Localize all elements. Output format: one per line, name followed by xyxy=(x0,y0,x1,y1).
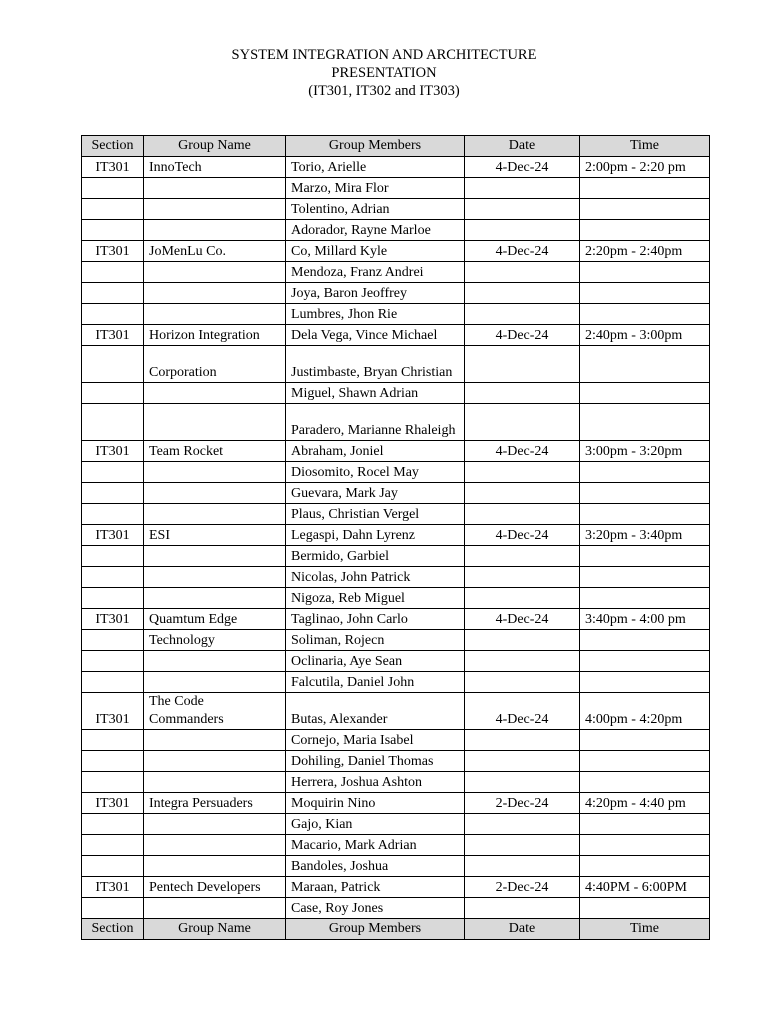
time-cell xyxy=(580,462,710,483)
date-cell xyxy=(465,651,580,672)
member-cell: Joya, Baron Jeoffrey xyxy=(286,283,465,304)
member-cell: Legaspi, Dahn Lyrenz xyxy=(286,525,465,546)
section-cell xyxy=(82,751,144,772)
header-section: Section xyxy=(82,136,144,157)
group-name-cell: InnoTech xyxy=(144,157,286,178)
date-cell: 4-Dec-24 xyxy=(465,325,580,346)
time-cell xyxy=(580,178,710,199)
time-cell xyxy=(580,772,710,793)
table-row xyxy=(82,856,710,877)
table-row xyxy=(82,504,710,525)
time-cell xyxy=(580,304,710,325)
section-cell xyxy=(82,814,144,835)
table-row xyxy=(82,751,710,772)
table-row xyxy=(82,525,710,546)
group-name-cell xyxy=(144,835,286,856)
footer-group-name: Group Name xyxy=(144,919,286,940)
group-name-cell xyxy=(144,588,286,609)
time-cell: 4:00pm - 4:20pm xyxy=(580,693,710,730)
date-cell xyxy=(465,404,580,441)
group-name-cell: Horizon Integration xyxy=(144,325,286,346)
member-cell: Taglinao, John Carlo xyxy=(286,609,465,630)
group-name-cell: Quamtum Edge xyxy=(144,609,286,630)
member-cell: Guevara, Mark Jay xyxy=(286,483,465,504)
section-cell xyxy=(82,283,144,304)
group-name-cell xyxy=(144,651,286,672)
date-cell: 4-Dec-24 xyxy=(465,693,580,730)
section-cell xyxy=(82,462,144,483)
date-cell xyxy=(465,220,580,241)
group-name-cell xyxy=(144,283,286,304)
member-cell: Tolentino, Adrian xyxy=(286,199,465,220)
date-cell xyxy=(465,504,580,525)
time-cell xyxy=(580,751,710,772)
title-line-1: SYSTEM INTEGRATION AND ARCHITECTURE xyxy=(231,47,537,63)
member-cell: Dela Vega, Vince Michael xyxy=(286,325,465,346)
date-cell xyxy=(465,462,580,483)
section-cell xyxy=(82,483,144,504)
member-cell: Soliman, Rojecn xyxy=(286,630,465,651)
table-row xyxy=(82,346,710,383)
table-row xyxy=(82,283,710,304)
section-cell xyxy=(82,504,144,525)
member-cell: Bandoles, Joshua xyxy=(286,856,465,877)
date-cell xyxy=(465,199,580,220)
date-cell xyxy=(465,588,580,609)
date-cell xyxy=(465,283,580,304)
date-cell xyxy=(465,383,580,404)
member-cell: Herrera, Joshua Ashton xyxy=(286,772,465,793)
time-cell xyxy=(580,483,710,504)
section-cell xyxy=(82,772,144,793)
group-name-cell xyxy=(144,814,286,835)
member-cell: Gajo, Kian xyxy=(286,814,465,835)
member-cell: Marzo, Mira Flor xyxy=(286,178,465,199)
table-row xyxy=(82,835,710,856)
schedule-table xyxy=(81,135,710,940)
time-cell xyxy=(580,199,710,220)
group-name-cell xyxy=(144,404,286,441)
table-row xyxy=(82,462,710,483)
table-row xyxy=(82,567,710,588)
section-cell xyxy=(82,588,144,609)
table-row xyxy=(82,157,710,178)
time-cell xyxy=(580,383,710,404)
member-cell: Justimbaste, Bryan Christian xyxy=(286,346,465,383)
time-cell: 4:40PM - 6:00PM xyxy=(580,877,710,898)
title-line-2: PRESENTATION xyxy=(331,65,437,81)
time-cell xyxy=(580,567,710,588)
footer-time: Time xyxy=(580,919,710,940)
date-cell: 4-Dec-24 xyxy=(465,609,580,630)
time-cell xyxy=(580,730,710,751)
member-cell: Lumbres, Jhon Rie xyxy=(286,304,465,325)
group-name-cell xyxy=(144,672,286,693)
date-cell xyxy=(465,898,580,919)
header-row-top xyxy=(82,136,710,157)
group-name-cell xyxy=(144,483,286,504)
section-cell: IT301 xyxy=(82,693,144,730)
title-line-3: (IT301, IT302 and IT303) xyxy=(308,83,460,99)
section-cell xyxy=(82,346,144,383)
time-cell: 2:00pm - 2:20 pm xyxy=(580,157,710,178)
table-row xyxy=(82,383,710,404)
date-cell xyxy=(465,751,580,772)
section-cell xyxy=(82,262,144,283)
table-row xyxy=(82,609,710,630)
date-cell xyxy=(465,630,580,651)
time-cell: 2:40pm - 3:00pm xyxy=(580,325,710,346)
section-cell xyxy=(82,383,144,404)
member-cell: Falcutila, Daniel John xyxy=(286,672,465,693)
group-name-cell xyxy=(144,567,286,588)
section-cell: IT301 xyxy=(82,525,144,546)
section-cell: IT301 xyxy=(82,325,144,346)
time-cell xyxy=(580,546,710,567)
table-row xyxy=(82,325,710,346)
section-cell xyxy=(82,567,144,588)
member-cell: Case, Roy Jones xyxy=(286,898,465,919)
table-row xyxy=(82,404,710,441)
section-cell: IT301 xyxy=(82,877,144,898)
time-cell xyxy=(580,262,710,283)
group-name-cell: Integra Persuaders xyxy=(144,793,286,814)
group-name-cell xyxy=(144,199,286,220)
member-cell: Maraan, Patrick xyxy=(286,877,465,898)
member-cell: Torio, Arielle xyxy=(286,157,465,178)
group-name-cell xyxy=(144,304,286,325)
section-cell: IT301 xyxy=(82,441,144,462)
table-row xyxy=(82,441,710,462)
time-cell xyxy=(580,404,710,441)
section-cell: IT301 xyxy=(82,793,144,814)
date-cell xyxy=(465,672,580,693)
table-row xyxy=(82,588,710,609)
section-cell xyxy=(82,835,144,856)
section-cell: IT301 xyxy=(82,241,144,262)
group-name-cell xyxy=(144,383,286,404)
table-row xyxy=(82,199,710,220)
group-name-cell xyxy=(144,220,286,241)
section-cell xyxy=(82,651,144,672)
table-row xyxy=(82,241,710,262)
section-cell xyxy=(82,730,144,751)
table-row xyxy=(82,693,710,730)
time-cell xyxy=(580,346,710,383)
section-cell xyxy=(82,404,144,441)
section-cell xyxy=(82,856,144,877)
date-cell: 2-Dec-24 xyxy=(465,877,580,898)
date-cell xyxy=(465,483,580,504)
date-cell: 4-Dec-24 xyxy=(465,441,580,462)
table-row xyxy=(82,793,710,814)
group-name-cell xyxy=(144,462,286,483)
section-cell: IT301 xyxy=(82,609,144,630)
section-cell xyxy=(82,672,144,693)
date-cell xyxy=(465,178,580,199)
time-cell xyxy=(580,651,710,672)
table-row xyxy=(82,814,710,835)
time-cell xyxy=(580,630,710,651)
date-cell: 4-Dec-24 xyxy=(465,525,580,546)
member-cell: Miguel, Shawn Adrian xyxy=(286,383,465,404)
section-cell xyxy=(82,546,144,567)
date-cell xyxy=(465,772,580,793)
date-cell xyxy=(465,546,580,567)
header-time: Time xyxy=(580,136,710,157)
group-name-cell xyxy=(144,262,286,283)
member-cell: Moquirin Nino xyxy=(286,793,465,814)
group-name-cell xyxy=(144,504,286,525)
schedule-body xyxy=(82,157,710,919)
header-row-bottom xyxy=(82,919,710,940)
group-name-cell xyxy=(144,178,286,199)
time-cell xyxy=(580,835,710,856)
footer-date: Date xyxy=(465,919,580,940)
member-cell: Diosomito, Rocel May xyxy=(286,462,465,483)
group-name-cell xyxy=(144,730,286,751)
group-name-cell: Pentech Developers xyxy=(144,877,286,898)
group-name-cell: Corporation xyxy=(144,346,286,383)
table-row xyxy=(82,651,710,672)
member-cell: Oclinaria, Aye Sean xyxy=(286,651,465,672)
time-cell xyxy=(580,220,710,241)
section-cell xyxy=(82,898,144,919)
group-name-cell: Team Rocket xyxy=(144,441,286,462)
date-cell: 4-Dec-24 xyxy=(465,157,580,178)
date-cell xyxy=(465,346,580,383)
table-row xyxy=(82,546,710,567)
time-cell xyxy=(580,283,710,304)
group-name-cell xyxy=(144,856,286,877)
date-cell xyxy=(465,567,580,588)
member-cell: Paradero, Marianne Rhaleigh xyxy=(286,404,465,441)
document-title xyxy=(0,46,768,100)
group-name-cell: ESI xyxy=(144,525,286,546)
group-name-cell xyxy=(144,772,286,793)
time-cell: 3:00pm - 3:20pm xyxy=(580,441,710,462)
date-cell xyxy=(465,856,580,877)
table-row xyxy=(82,178,710,199)
member-cell: Nicolas, John Patrick xyxy=(286,567,465,588)
table-row xyxy=(82,898,710,919)
time-cell: 4:20pm - 4:40 pm xyxy=(580,793,710,814)
member-cell: Adorador, Rayne Marloe xyxy=(286,220,465,241)
table-row xyxy=(82,262,710,283)
table-row xyxy=(82,630,710,651)
group-name-cell: The Code Commanders xyxy=(144,693,286,730)
member-cell: Cornejo, Maria Isabel xyxy=(286,730,465,751)
group-name-cell: Technology xyxy=(144,630,286,651)
time-cell xyxy=(580,504,710,525)
member-cell: Nigoza, Reb Miguel xyxy=(286,588,465,609)
member-cell: Mendoza, Franz Andrei xyxy=(286,262,465,283)
time-cell xyxy=(580,672,710,693)
member-cell: Macario, Mark Adrian xyxy=(286,835,465,856)
member-cell: Dohiling, Daniel Thomas xyxy=(286,751,465,772)
date-cell xyxy=(465,304,580,325)
footer-group-members: Group Members xyxy=(286,919,465,940)
table-row xyxy=(82,730,710,751)
section-cell xyxy=(82,630,144,651)
group-name-cell xyxy=(144,898,286,919)
date-cell: 4-Dec-24 xyxy=(465,241,580,262)
date-cell: 2-Dec-24 xyxy=(465,793,580,814)
footer-section: Section xyxy=(82,919,144,940)
table-row xyxy=(82,220,710,241)
group-name-cell xyxy=(144,751,286,772)
member-cell: Bermido, Garbiel xyxy=(286,546,465,567)
section-cell: IT301 xyxy=(82,157,144,178)
member-cell: Co, Millard Kyle xyxy=(286,241,465,262)
time-cell: 3:20pm - 3:40pm xyxy=(580,525,710,546)
section-cell xyxy=(82,199,144,220)
header-date: Date xyxy=(465,136,580,157)
table-row xyxy=(82,304,710,325)
table-row xyxy=(82,772,710,793)
section-cell xyxy=(82,220,144,241)
date-cell xyxy=(465,835,580,856)
section-cell xyxy=(82,304,144,325)
time-cell: 2:20pm - 2:40pm xyxy=(580,241,710,262)
section-cell xyxy=(82,178,144,199)
time-cell xyxy=(580,814,710,835)
time-cell xyxy=(580,898,710,919)
table-row xyxy=(82,672,710,693)
group-name-cell: JoMenLu Co. xyxy=(144,241,286,262)
date-cell xyxy=(465,730,580,751)
member-cell: Abraham, Joniel xyxy=(286,441,465,462)
time-cell: 3:40pm - 4:00 pm xyxy=(580,609,710,630)
date-cell xyxy=(465,814,580,835)
time-cell xyxy=(580,856,710,877)
header-group-name: Group Name xyxy=(144,136,286,157)
group-name-cell xyxy=(144,546,286,567)
table-row xyxy=(82,877,710,898)
member-cell: Plaus, Christian Vergel xyxy=(286,504,465,525)
member-cell: Butas, Alexander xyxy=(286,693,465,730)
date-cell xyxy=(465,262,580,283)
table-row xyxy=(82,483,710,504)
time-cell xyxy=(580,588,710,609)
header-group-members: Group Members xyxy=(286,136,465,157)
